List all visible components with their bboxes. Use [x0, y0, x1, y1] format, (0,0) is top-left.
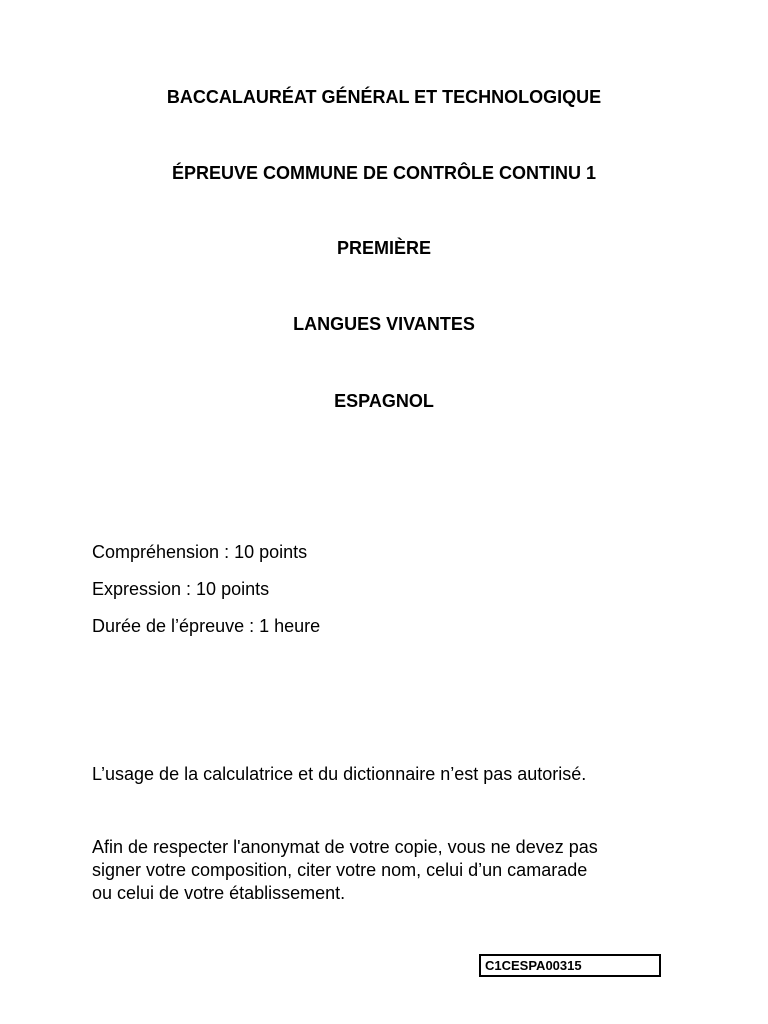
anonymity-notice — [92, 836, 692, 905]
comprehension-points: Compréhension : 10 points — [92, 542, 308, 562]
exam-subtitle: ÉPREUVE COMMUNE DE CONTRÔLE CONTINU 1 — [171, 163, 597, 183]
calculator-notice: L’usage de la calculatrice et du dictionnaire n’est pas autorisé. — [92, 764, 587, 784]
expression-points: Expression : 10 points — [92, 579, 270, 599]
anonymity-line-3: ou celui de votre établissement. — [92, 883, 346, 903]
anonymity-line-2: signer votre composition, citer votre nom, celui d’un camarade — [92, 860, 588, 880]
exam-level: PREMIÈRE — [336, 238, 432, 258]
exam-title: BACCALAURÉAT GÉNÉRAL ET TECHNOLOGIQUE — [166, 87, 602, 107]
exam-duration: Durée de l’épreuve : 1 heure — [92, 616, 321, 636]
exam-subject: LANGUES VIVANTES — [293, 314, 475, 334]
anonymity-line-1: Afin de respecter l'anonymat de votre copie, vous ne devez pas — [92, 837, 598, 857]
subject-code-box: C1CESPA00315 — [479, 954, 661, 977]
exam-language: ESPAGNOL — [334, 391, 434, 411]
